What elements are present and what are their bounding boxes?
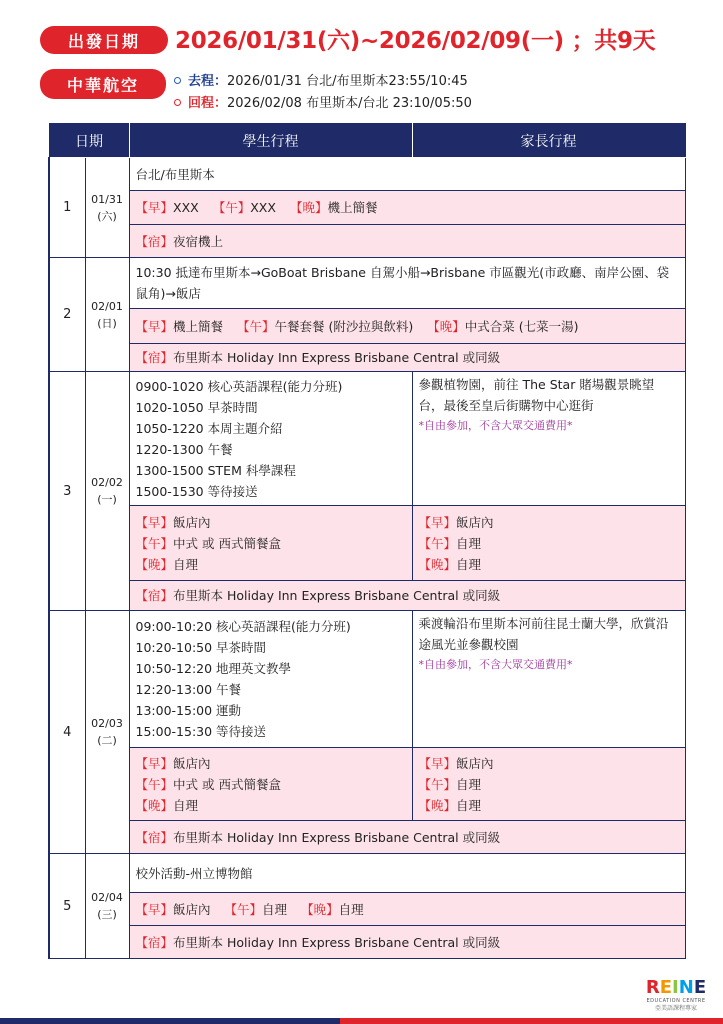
day3-student-meals: [129, 506, 412, 581]
col-header-date: 日期: [49, 124, 129, 158]
day4-date-text: 02/03: [91, 717, 123, 730]
day4-meals-row: [49, 748, 685, 821]
logo-letter: I: [672, 977, 679, 998]
hotel-tag: 【宿】: [135, 934, 174, 950]
day1-hotel: [129, 225, 685, 258]
day4-parent-dinner: 自理: [456, 797, 482, 813]
logo-subtitle-cn: 亞美語課程專家: [654, 1005, 697, 1012]
day3-parent-schedule: [412, 372, 685, 506]
schedule-item: 1220-1300 午餐: [135, 441, 233, 457]
return-text: 2026/02/08 布里斯本/台北 23:10/05:50: [227, 96, 472, 111]
day3-parent-text: 參觀植物園，前往 The Star 賭場觀景眺望台，最後至皇后街購物中心逛街: [418, 377, 655, 413]
day5-dinner: 自理: [338, 901, 364, 917]
day2-meals-row: [49, 309, 685, 344]
day4-number: 4: [49, 611, 85, 854]
day4-student-dinner: 自理: [173, 797, 199, 813]
return-flight: [174, 92, 472, 111]
schedule-item: 10:50-12:20 地理英文教學: [135, 661, 292, 676]
day3-student-schedule: [129, 372, 412, 506]
outbound-label: 去程：: [188, 74, 228, 89]
day1-date: [85, 158, 129, 258]
day1-route-row: [49, 158, 685, 191]
day5-hotel-text: 布里斯本 Holiday Inn Express Brisbane Central 或同級: [173, 934, 501, 950]
day3-weekday: (一): [97, 493, 117, 506]
airline-badge: [40, 69, 166, 99]
day4-hotel: [129, 821, 685, 854]
hotel-tag: 【宿】: [135, 829, 174, 845]
meal-tag-lunch: 【午】: [135, 535, 174, 551]
day1-lunch: XXX: [250, 200, 276, 215]
col-header-parent: 家長行程: [412, 124, 685, 158]
hotel-tag: 【宿】: [135, 588, 174, 603]
day2-route: 10:30 抵達布里斯本→GoBoat Brisbane 自駕小船→Brisbane 市區觀光(市政廳、南岸公園、袋鼠角)→飯店: [129, 258, 685, 309]
day4-parent-lunch: 自理: [456, 776, 482, 792]
day4-student-meals: [129, 748, 412, 821]
day5-breakfast: 飯店內: [173, 901, 211, 917]
day2-route-row: [49, 258, 685, 309]
day1-breakfast: XXX: [173, 200, 199, 215]
day5-route-row: [49, 854, 685, 893]
meal-tag-breakfast: 【早】: [135, 200, 174, 215]
return-dot-icon: [174, 99, 181, 106]
outbound-text: 2026/01/31 台北/布里斯本23:55/10:45: [227, 74, 468, 89]
schedule-item: 1020-1050 早茶時間: [135, 399, 258, 415]
meal-tag-lunch: 【午】: [418, 776, 457, 792]
meal-tag-dinner: 【晚】: [289, 200, 328, 215]
day2-breakfast: 機上簡餐: [173, 318, 224, 334]
logo-letter: R: [645, 977, 660, 998]
schedule-item: 1500-1530 等待接送: [135, 483, 258, 499]
trip-period: 2026/01/31(六)~2026/02/09(一) ；共9天: [175, 28, 656, 54]
day1-meals: [129, 191, 685, 225]
day2-weekday: (日): [97, 316, 117, 330]
day1-number: 1: [49, 158, 85, 258]
schedule-item: 09:00-10:20 核心英語課程(能力分班): [135, 619, 351, 634]
day3-hotel: [129, 581, 685, 611]
day4-parent-text: 乘渡輪沿布里斯本河前往昆士蘭大學，欣賞沿途風光並參觀校園: [418, 616, 669, 652]
day2-hotel-text: 布里斯本 Holiday Inn Express Brisbane Central 或同級: [173, 350, 501, 365]
meal-tag-dinner: 【晚】: [135, 797, 174, 813]
day2-date: [85, 258, 129, 372]
day3-date: [85, 372, 129, 611]
footer-bar-blue: [0, 1018, 340, 1024]
schedule-item: 1050-1220 本周主題介紹: [135, 420, 283, 436]
day1-weekday: (六): [97, 209, 117, 223]
schedule-item: 13:00-15:00 運動: [135, 703, 242, 718]
day1-dinner: 機上簡餐: [327, 200, 378, 215]
day3-hotel-row: [49, 581, 685, 611]
day2-meals: [129, 309, 685, 344]
day2-hotel-row: [49, 344, 685, 372]
hotel-tag: 【宿】: [135, 233, 174, 249]
day3-student-lunch: 中式 或 西式簡餐盒: [173, 535, 281, 551]
meal-tag-dinner: 【晚】: [427, 318, 465, 334]
meal-tag-dinner: 【晚】: [301, 901, 339, 917]
meal-tag-breakfast: 【早】: [135, 318, 174, 334]
logo-wordmark: [641, 978, 711, 998]
day5-weekday: (三): [97, 908, 117, 921]
meal-tag-dinner: 【晚】: [135, 556, 174, 572]
meal-tag-breakfast: 【早】: [418, 755, 457, 771]
day3-meals-row: [49, 506, 685, 581]
day5-meals: [129, 893, 685, 926]
day1-date-text: 01/31: [91, 192, 123, 206]
day3-parent-dinner: 自理: [456, 556, 482, 572]
day4-date: [85, 611, 129, 854]
day5-hotel: [129, 926, 685, 959]
day4-parent-meals: [412, 748, 685, 821]
logo-letter: N: [678, 977, 694, 998]
day3-parent-lunch: 自理: [456, 535, 482, 551]
day3-parent-note: *自由參加，不含大眾交通費用*: [418, 419, 573, 432]
meal-tag-dinner: 【晚】: [418, 797, 457, 813]
day3-parent-meals: [412, 506, 685, 581]
logo-letter: E: [659, 977, 673, 998]
day2-hotel: [129, 344, 685, 372]
meal-tag-breakfast: 【早】: [135, 514, 174, 530]
day4-parent-schedule: [412, 611, 685, 748]
logo-letter: E: [693, 977, 707, 998]
day5-meals-row: [49, 893, 685, 926]
day4-parent-note: *自由參加，不含大眾交通費用*: [418, 658, 573, 671]
day3-schedule-row: [49, 372, 685, 506]
day4-student-lunch: 中式 或 西式簡餐盒: [173, 776, 281, 792]
day4-hotel-row: [49, 821, 685, 854]
departure-date-badge: [40, 26, 168, 54]
day1-hotel-row: [49, 225, 685, 258]
day4-hotel-text: 布里斯本 Holiday Inn Express Brisbane Central 或同級: [173, 829, 501, 845]
day5-lunch: 自理: [262, 901, 288, 917]
day1-meals-row: [49, 191, 685, 225]
day3-parent-breakfast: 飯店內: [456, 514, 494, 530]
meal-tag-lunch: 【午】: [135, 776, 174, 792]
hotel-tag: 【宿】: [135, 350, 174, 365]
schedule-item: 0900-1020 核心英語課程(能力分班): [135, 378, 343, 394]
day5-date: [85, 854, 129, 959]
schedule-item: 10:20-10:50 早茶時間: [135, 640, 267, 655]
day5-route: 校外活動-州立博物館: [129, 854, 685, 893]
outbound-dot-icon: [174, 77, 181, 84]
day1-hotel-text: 夜宿機上: [173, 233, 224, 249]
day2-dinner: 中式合菜 (七菜一湯): [464, 318, 579, 334]
footer-bar-red: [340, 1018, 723, 1024]
day2-date-text: 02/01: [91, 299, 123, 313]
day2-number: 2: [49, 258, 85, 372]
day5-number: 5: [49, 854, 85, 959]
day5-hotel-row: [49, 926, 685, 959]
meal-tag-lunch: 【午】: [224, 901, 263, 917]
day1-route: 台北/布里斯本: [129, 158, 685, 191]
departure-date-label: 出發日期: [67, 31, 140, 51]
day3-date-text: 02/02: [91, 476, 123, 489]
schedule-item: 12:20-13:00 午餐: [135, 682, 242, 697]
col-header-student: 學生行程: [129, 124, 412, 158]
day4-student-breakfast: 飯店內: [173, 755, 211, 771]
day3-student-dinner: 自理: [173, 556, 199, 572]
logo-subtitle: EDUCATION CENTRE: [646, 998, 706, 1004]
day4-schedule-row: [49, 611, 685, 748]
itinerary-table: [48, 123, 686, 959]
table-header-row: [49, 124, 685, 158]
day3-number: 3: [49, 372, 85, 611]
meal-tag-breakfast: 【早】: [135, 901, 174, 917]
day2-lunch: 午餐套餐 (附沙拉與飲料): [274, 318, 414, 334]
outbound-flight: [174, 70, 468, 89]
return-label: 回程：: [188, 96, 228, 111]
meal-tag-breakfast: 【早】: [418, 514, 457, 530]
meal-tag-breakfast: 【早】: [135, 755, 174, 771]
day3-student-breakfast: 飯店內: [173, 514, 211, 530]
day3-hotel-text: 布里斯本 Holiday Inn Express Brisbane Central 或同級: [173, 588, 501, 603]
schedule-item: 15:00-15:30 等待接送: [135, 724, 267, 739]
meal-tag-lunch: 【午】: [212, 200, 251, 215]
schedule-item: 1300-1500 STEM 科學課程: [135, 462, 296, 478]
meal-tag-lunch: 【午】: [237, 318, 275, 334]
day4-weekday: (二): [97, 734, 117, 747]
meal-tag-lunch: 【午】: [418, 535, 457, 551]
airline-label: 中華航空: [66, 75, 139, 95]
meal-tag-dinner: 【晚】: [418, 556, 457, 572]
day4-student-schedule: [129, 611, 412, 748]
day5-date-text: 02/04: [91, 891, 123, 904]
day4-parent-breakfast: 飯店內: [456, 755, 494, 771]
reine-logo: [641, 978, 711, 1016]
